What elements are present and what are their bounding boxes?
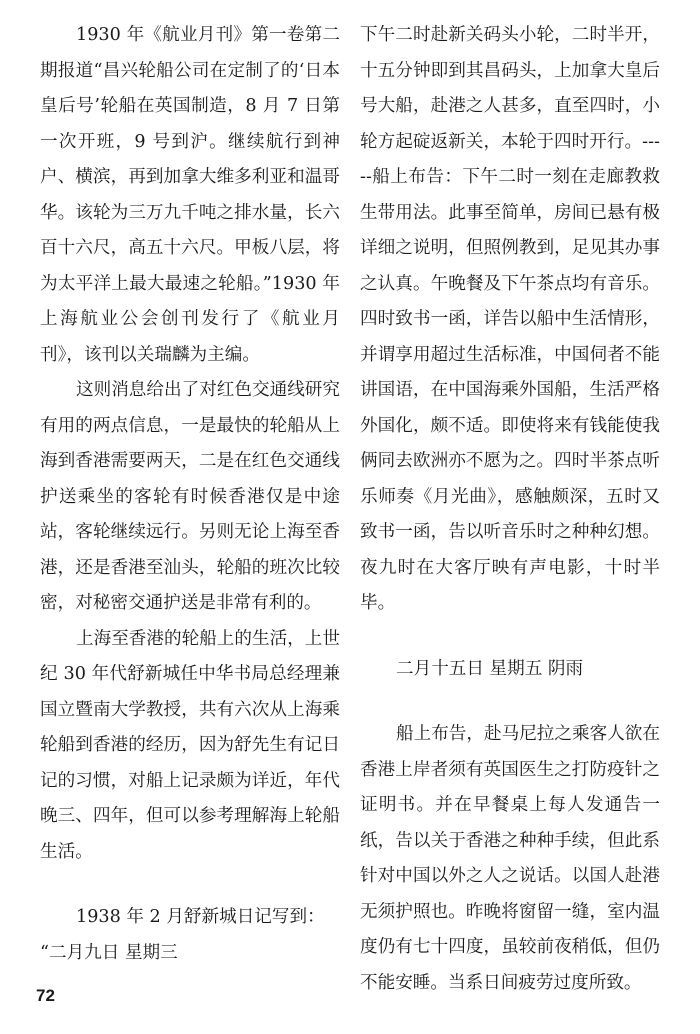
paragraph: 这则消息给出了对红色交通线研究有用的两点信息，一是最快的轮船从上海到香港需要两天，二是在红色交通线护送乘坐的客轮有时候香港仅是中途站，客轮继续远行。另则无论上海至香港，还是香港至汕头，轮船的班次比较密，对秘密交通护送是非常有利的。: [40, 380, 340, 613]
paragraph-gap: [360, 687, 660, 717]
right-column: [360, 18, 660, 1001]
paragraph: 1938 年 2 月舒新城日记写到：: [76, 907, 325, 927]
diary-entry-heading: 二月十五日 星期五 阴雨: [396, 658, 584, 679]
paragraph-gap: [360, 622, 660, 652]
left-column: [40, 18, 340, 971]
paragraph: 下午二时赴新关码头小轮，二时半开，十五分钟即到其昌码头，上加拿大皇后号大船，赴港之人甚多，直至四时，小轮方起碇返新关，本轮于四时开行。-----船上布告：下午二时一刻在走廊教救生带用法。此事至简单，房间已悬有极详细之说明，但照例教到，足见其办事之认真。午晚餐及下午茶点均有音乐。四时致书一函，详告以船中生活情形，并谓享用超过生活标准，中国伺者不能讲国语，在中国海乘外国船，生活严格外国化，颇不适。即使将来有钱能使我俩同去欧洲亦不愿为之。四时半茶点听乐师奏《月光曲》，感触颇深，五时又致书一函，告以听音乐时之种种幻想。夜九时在大客厅映有声电影，十时半毕。: [360, 25, 660, 613]
paragraph: 船上布告，赴马尼拉之乘客人欲在香港上岸者须有英国医生之打防疫针之证明书。并在早餐桌上每人发通告一纸，告以关于香港之种种手续，但此系针对中国以外之人之说话。以国人赴港无须护照也。昨晚将窗留一缝，室内温度仍有七十四度，虽较前夜稍低，但仍不能安睡。当系日间疲劳过度所致。: [360, 724, 660, 993]
paragraph: 1930 年《航业月刊》第一卷第二期报道“昌兴轮船公司在定制了的‘日本皇后号’轮船在英国制造，8 月 7 日第一次开班，9 号到沪。继续航行到神户、横滨，再到加拿大维多利亚和温哥华。该轮为三万九千吨之排水量，长六百十六尺，高五十六尺。甲板八层，将为太平洋上最大最速之轮船。”1930 年上海航业公会创刊发行了《航业月刊》，该刊以关瑞麟为主编。: [40, 25, 340, 365]
page-number: 72: [36, 986, 55, 1005]
paragraph: 上海至香港的轮船上的生活，上世纪 30 年代舒新城任中华书局总经理兼国立暨南大学教授，共有六次从上海乘轮船到香港的经历，因为舒先生有记日记的习惯，对船上记录颇为详近，年代晚三、四年，但可以参考理解海上轮船生活。: [40, 628, 340, 862]
paragraph-gap: [40, 870, 340, 900]
diary-entry-heading: “二月九日 星期三: [40, 942, 178, 963]
